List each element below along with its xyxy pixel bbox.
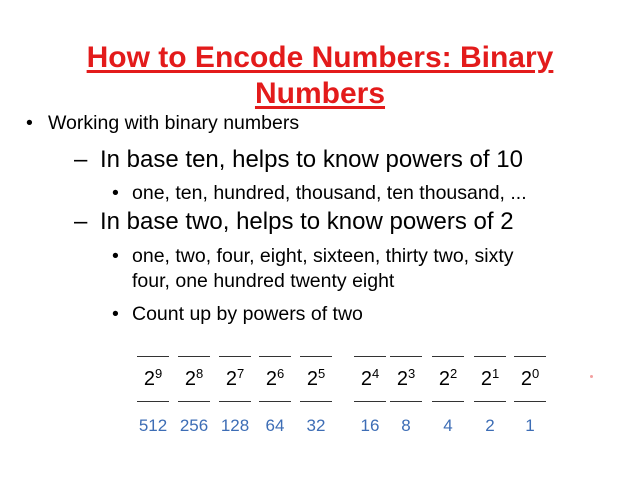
subbullet-text: In base two, helps to know powers of 2	[100, 208, 514, 235]
power-base: 2	[520, 368, 532, 390]
blank-line-bottom	[514, 401, 546, 402]
blank-line-bottom	[300, 401, 332, 402]
power-exponent: 4	[371, 366, 380, 381]
power-of-two	[470, 368, 510, 391]
power-value: 2	[485, 416, 495, 435]
blank-line-bottom	[137, 401, 169, 402]
power-base: 2	[225, 368, 237, 390]
blank-line-bottom	[178, 401, 210, 402]
power-exponent: 0	[531, 366, 540, 381]
decorative-dot	[590, 375, 593, 378]
power-base: 2	[360, 368, 372, 390]
dash-marker: –	[74, 146, 88, 173]
power-of-two	[510, 368, 550, 391]
blank-line-top	[137, 356, 169, 357]
blank-line-top	[474, 356, 506, 357]
power-base: 2	[306, 368, 318, 390]
power-base: 2	[184, 368, 196, 390]
power-exponent: 2	[449, 366, 458, 381]
power-of-two	[350, 368, 390, 391]
power-base: 2	[143, 368, 155, 390]
power-value: 64	[265, 416, 285, 435]
power-value: 512	[138, 416, 168, 435]
power-exponent: 5	[317, 366, 326, 381]
blank-line-top	[514, 356, 546, 357]
blank-line-top	[300, 356, 332, 357]
blank-line-top	[390, 356, 422, 357]
power-of-two	[215, 368, 255, 391]
blank-line-bottom	[390, 401, 422, 402]
slide-title: How to Encode Numbers: Binary Numbers	[86, 41, 554, 110]
power-exponent: 8	[195, 366, 204, 381]
bullet-text: Working with binary numbers	[48, 112, 300, 134]
power-value: 128	[220, 416, 250, 435]
power-exponent: 9	[154, 366, 163, 381]
detail-text: Count up by powers of two	[132, 303, 363, 325]
power-base: 2	[438, 368, 450, 390]
detail-text: one, ten, hundred, thousand, ten thousand, ...	[132, 182, 527, 204]
blank-line-top	[259, 356, 291, 357]
blank-line-bottom	[474, 401, 506, 402]
power-of-two	[255, 368, 295, 391]
power-of-two	[133, 368, 173, 391]
blank-line-top	[219, 356, 251, 357]
blank-line-bottom	[432, 401, 464, 402]
bullet-marker: •	[26, 112, 33, 134]
blank-line-bottom	[259, 401, 291, 402]
power-of-two	[174, 368, 214, 391]
power-exponent: 7	[236, 366, 245, 381]
power-base: 2	[265, 368, 277, 390]
blank-line-top	[178, 356, 210, 357]
subbullet-text: In base ten, helps to know powers of 10	[100, 146, 523, 173]
power-of-two	[428, 368, 468, 391]
power-value: 256	[179, 416, 209, 435]
blank-line-top	[432, 356, 464, 357]
power-exponent: 6	[276, 366, 285, 381]
blank-line-bottom	[219, 401, 251, 402]
power-base: 2	[396, 368, 408, 390]
power-value: 32	[306, 416, 326, 435]
power-base: 2	[480, 368, 492, 390]
detail-text-line2: four, one hundred twenty eight	[132, 270, 395, 292]
detail-text-line1: one, two, four, eight, sixteen, thirty two, sixty	[132, 245, 514, 267]
power-value: 4	[443, 416, 453, 435]
power-of-two	[296, 368, 336, 391]
power-exponent: 1	[491, 366, 500, 381]
bullet-marker: •	[112, 245, 119, 267]
power-exponent: 3	[407, 366, 416, 381]
dash-marker: –	[74, 208, 88, 235]
bullet-marker: •	[112, 182, 119, 204]
blank-line-top	[354, 356, 386, 357]
power-value: 8	[401, 416, 411, 435]
power-value: 16	[360, 416, 380, 435]
power-value: 1	[525, 416, 535, 435]
blank-line-bottom	[354, 401, 386, 402]
bullet-marker: •	[112, 303, 119, 325]
power-of-two	[386, 368, 426, 391]
